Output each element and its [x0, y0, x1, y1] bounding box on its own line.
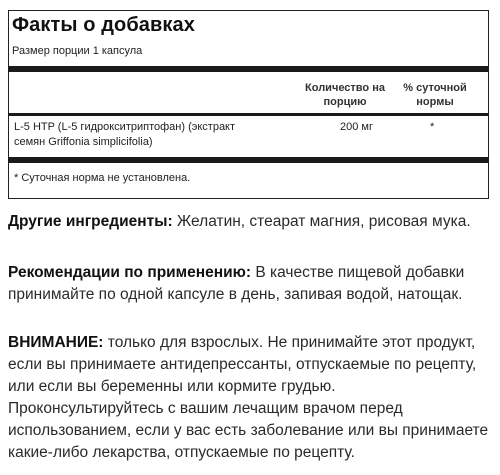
other-ingredients-label: Другие ингредиенты:	[8, 213, 173, 230]
ingredient-name-line2: семян Griffonia simplicifolia)	[14, 136, 153, 148]
footnote: * Суточная норма не установлена.	[14, 172, 191, 184]
warning-label: ВНИМАНИЕ:	[8, 334, 104, 351]
warning-text-line1: только для взрослых. Не принимайте этот продукт,	[103, 334, 476, 351]
other-ingredients-text: Желатин, стеарат магния, рисовая мука.	[172, 213, 471, 230]
ingredient-amount: 200 мг	[340, 121, 373, 133]
warning-text-line4: Проконсультируйтесь с вашим лечащим врачом перед	[8, 400, 403, 417]
facts-title: Факты о добавках	[12, 14, 195, 36]
ingredient-name-line1: L-5 HTP (L-5 гидрокситриптофан) (экстракт	[14, 121, 236, 133]
divider-thick-bottom	[8, 157, 489, 163]
warning-text-line3: или если вы беременны или кормите грудью.	[8, 378, 336, 395]
divider-thick	[8, 66, 489, 72]
other-ingredients	[8, 211, 493, 233]
daily-value-header	[395, 81, 475, 109]
ingredient-name	[14, 120, 294, 150]
warning-text-line2: если вы принимаете антидепрессанты, отпускаемые по рецепту,	[8, 356, 477, 373]
usage-text-line2: принимайте по одной капсуле в день, запивая водой, натощак.	[8, 286, 463, 303]
warning	[8, 332, 493, 464]
divider-medium	[8, 113, 489, 116]
amount-header-line1: Количество на	[305, 82, 385, 94]
amount-header-line2: порцию	[323, 96, 367, 108]
serving-size: Размер порции 1 капсула	[12, 45, 143, 57]
usage-recommendations	[8, 262, 493, 306]
dv-header-line2: нормы	[416, 96, 454, 108]
warning-text-line5: использованием, если у вас есть заболевание или вы принимаете	[8, 422, 489, 439]
ingredient-daily-value: *	[430, 121, 435, 133]
usage-label: Рекомендации по применению:	[8, 264, 252, 281]
warning-text-line6: какие-либо лекарства, отпускаемые по рецепту.	[8, 444, 355, 461]
usage-text-line1: В качестве пищевой добавки	[251, 264, 465, 281]
amount-per-serving-header	[297, 81, 393, 109]
dv-header-line1: % суточной	[403, 82, 467, 94]
